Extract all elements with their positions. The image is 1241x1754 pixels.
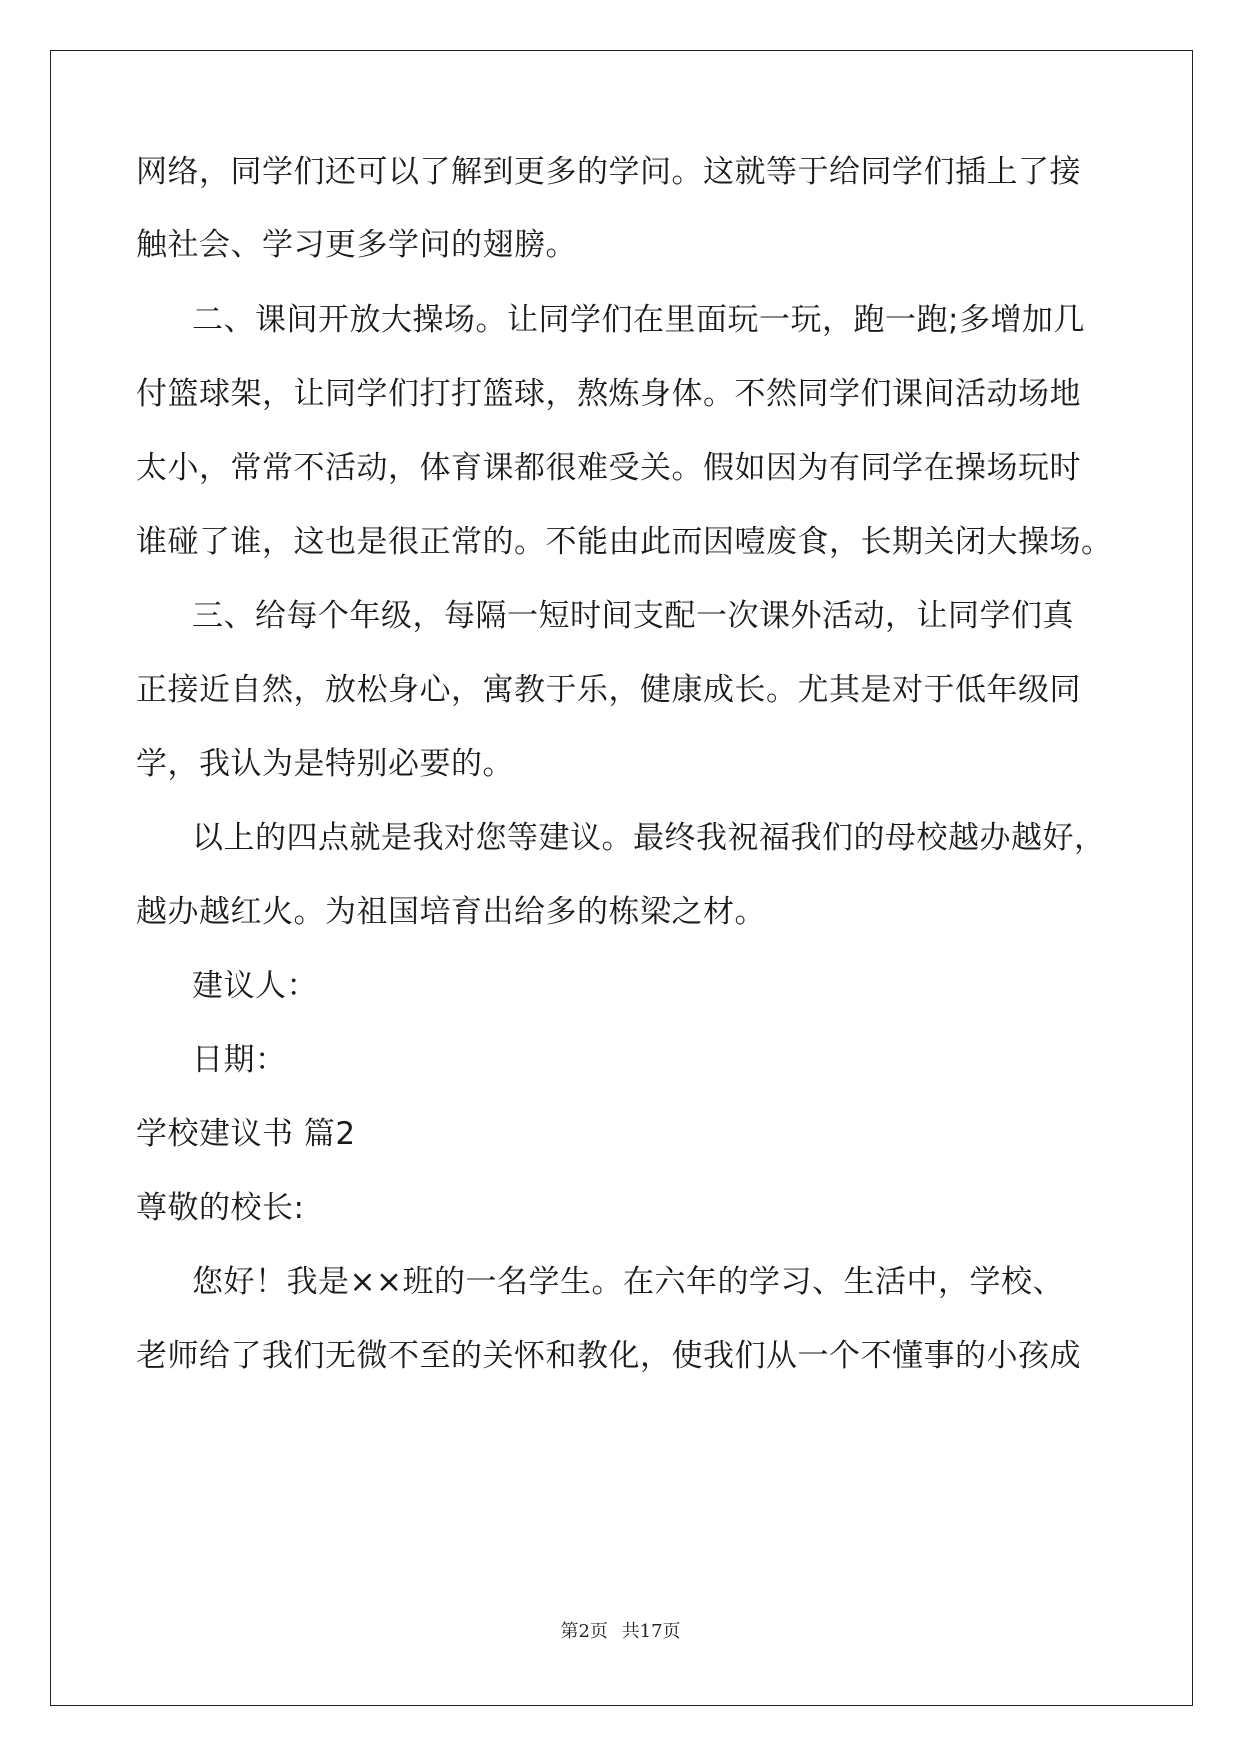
page-footer [0,1620,1241,1644]
body-line: 以上的四点就是我对您等建议。最终我祝福我们的母校越办越好， [192,820,1106,856]
body-line: 付篮球架，让同学们打打篮球，熬炼身体。不然同学们课间活动场地 [136,376,1081,412]
body-line: 三、给每个年级，每隔一短时间支配一次课外活动，让同学们真 [192,598,1074,634]
page-total: 共17页 [621,1621,681,1642]
salutation: 尊敬的校长: [136,1190,305,1226]
section-heading: 学校建议书 篇2 [136,1116,356,1152]
body-line: 太小，常常不活动，体育课都很难受关。假如因为有同学在操场玩时 [136,450,1081,486]
body-line: 触社会、学习更多学问的翅膀。 [136,227,577,263]
body-line: 谁碰了谁，这也是很正常的。不能由此而因噎废食，长期关闭大操场。 [136,524,1113,560]
page-frame [50,50,1193,1706]
body-line: 网络，同学们还可以了解到更多的学问。这就等于给同学们插上了接 [136,154,1081,190]
body-line: 学，我认为是特别必要的。 [136,746,514,782]
body-line: 老师给了我们无微不至的关怀和教化，使我们从一个不懂事的小孩成 [136,1338,1081,1374]
page-number: 第2页 [560,1621,608,1642]
body-line: 二、课间开放大操场。让同学们在里面玩一玩，跑一跑;多增加几 [192,302,1085,338]
body-line: 越办越红火。为祖国培育出给多的栋梁之材。 [136,894,766,930]
body-line: 您好！我是××班的一名学生。在六年的学习、生活中，学校、 [192,1264,1064,1300]
signature-label: 建议人： [192,968,318,1004]
body-line: 正接近自然，放松身心，寓教于乐，健康成长。尤其是对于低年级同 [136,672,1081,708]
date-label: 日期： [192,1042,287,1078]
